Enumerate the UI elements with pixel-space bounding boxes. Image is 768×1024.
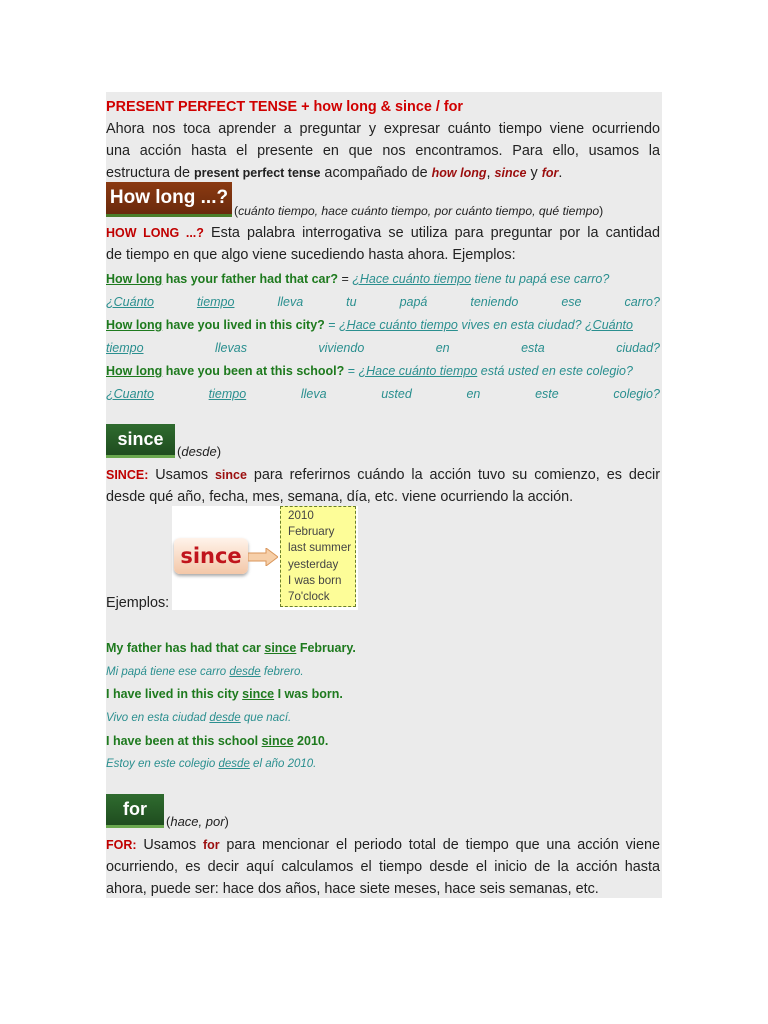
since-desc-text: para referirnos cuándo la acción tuvo su comienzo, es decir [246, 467, 661, 483]
how-long-keyword: How long [106, 272, 163, 286]
english-example: My father has had that car [106, 641, 265, 655]
spanish-translation: el año 2010. [249, 758, 317, 770]
for-desc-3: ahora, puede ser: hace dos años, hace siete meses, hace seis semanas, etc. [106, 881, 599, 897]
spanish-underlined: tiempo [196, 295, 235, 309]
spanish-translation: que nací. [240, 712, 292, 724]
spanish-underlined: tiempo [208, 387, 247, 401]
english-example: I have been at this school [106, 734, 262, 748]
since-time-item: February [288, 525, 335, 539]
document-page [106, 92, 662, 898]
spanish-word: lleva [277, 295, 304, 309]
how-long-gloss-text: cuánto tiempo, hace cuánto tiempo, por cuánto tiempo, qué tiempo [238, 204, 600, 218]
intro-text: y [526, 165, 542, 181]
spanish-underlined: ¿Hace cuánto tiempo [352, 272, 472, 286]
how-long-desc-2: de tiempo en que algo viene sucediendo hasta ahora. Ejemplos: [106, 247, 516, 263]
spanish-underlined: ¿Cuanto [106, 387, 154, 401]
spanish-underlined: ¿Cuánto [585, 318, 633, 332]
intro-line-2: una acción hasta el presente en que nos encontramos. Para ello, usamos la [106, 143, 660, 159]
how-long-example-1-cont [106, 291, 660, 313]
since-keyword: since [264, 641, 297, 655]
since-desc-1 [106, 464, 660, 486]
english-example: have you lived in this city? [162, 318, 325, 332]
spanish-word: viviendo [318, 341, 365, 355]
for-desc-2: ocurriendo, es decir aquí calculamos el tiempo desde el inicio de la acción hasta [106, 859, 660, 875]
spanish-word: tu [346, 295, 357, 309]
spanish-underlined: ¿Hace cuánto tiempo [358, 364, 478, 378]
how-long-desc-1 [106, 222, 660, 244]
intro-text: . [558, 165, 563, 181]
equals-sign: = [324, 318, 340, 332]
for-desc-text: para mencionar el periodo total de tiempo que una acción viene [219, 837, 660, 853]
how-long-example-2 [106, 314, 660, 336]
spanish-word: este [535, 387, 559, 401]
since-image-button: since [174, 538, 248, 574]
spanish-word: usted [381, 387, 412, 401]
how-long-gloss [234, 200, 660, 222]
since-example-2 [106, 683, 660, 705]
since-keyword: since [261, 734, 294, 748]
spanish-underlined: tiempo [106, 341, 144, 355]
spanish-word: ese [561, 295, 582, 309]
since-example-1-es [106, 661, 660, 683]
since-label: SINCE: [106, 468, 149, 482]
since-term: since [494, 166, 527, 180]
spanish-translation: tiene tu papá ese carro? [471, 272, 610, 286]
for-desc-1 [106, 834, 660, 856]
spanish-underlined: ¿Hace cuánto tiempo [339, 318, 458, 332]
spanish-word: papá [399, 295, 428, 309]
how-long-desc-text: Esta palabra interrogativa se utiliza para preguntar por la cantidad [203, 225, 660, 241]
since-gloss [177, 441, 377, 463]
examples-label: Ejemplos: [106, 595, 170, 611]
for-gloss [166, 811, 366, 833]
desde-keyword: desde [209, 712, 241, 724]
spanish-translation: Estoy en este colegio [106, 758, 219, 770]
how-long-keyword: How long [106, 364, 163, 378]
for-term: for [541, 166, 559, 180]
desde-keyword: desde [229, 666, 261, 678]
since-time-item: last summer [288, 541, 352, 555]
for-banner: for [106, 794, 164, 828]
how-long-keyword: How long [106, 318, 163, 332]
since-example-2-es [106, 707, 660, 729]
for-desc-text: Usamos [136, 837, 203, 853]
since-example-1 [106, 637, 660, 659]
spanish-word: en [435, 341, 450, 355]
intro-line-1: Ahora nos toca aprender a preguntar y expresar cuánto tiempo viene ocurriendo [106, 121, 660, 137]
since-time-item: 2010 [288, 509, 314, 522]
since-time-item: yesterday [288, 557, 339, 571]
spanish-word: en [466, 387, 481, 401]
since-example-3-es [106, 753, 660, 775]
spanish-translation: está usted en este colegio? [477, 364, 633, 378]
how-long-example-3-cont [106, 383, 660, 405]
since-desc-2: desde qué año, fecha, mes, semana, día, etc. viene ocurriendo la acción. [106, 489, 574, 505]
gloss-paren: ) [599, 204, 604, 218]
gloss-paren: ( [234, 204, 239, 218]
how-long-label: HOW LONG ...? [106, 226, 204, 240]
for-gloss-text: hace, por [170, 814, 225, 829]
equals-sign: = [337, 272, 353, 286]
for-term: for [202, 838, 220, 852]
arrow-right-icon [248, 548, 278, 566]
spanish-word: lleva [300, 387, 327, 401]
since-time-item: I was born [288, 573, 342, 587]
gloss-paren: ) [224, 814, 229, 829]
gloss-paren: ( [177, 444, 182, 459]
since-banner: since [106, 424, 175, 458]
intro-line-3 [106, 162, 660, 184]
desde-keyword: desde [218, 758, 250, 770]
spanish-word: llevas [214, 341, 247, 355]
spanish-word: teniendo [470, 295, 519, 309]
how-long-example-3 [106, 360, 660, 382]
spanish-word: esta [521, 341, 545, 355]
english-example: February. [296, 641, 356, 655]
how-long-example-2-cont [106, 337, 660, 359]
for-label: FOR: [106, 838, 137, 852]
since-example-3 [106, 730, 660, 752]
english-example: has your father had that car? [162, 272, 338, 286]
spanish-translation: Vivo en esta ciudad [106, 712, 210, 724]
gloss-paren: ( [166, 814, 171, 829]
since-desc-text: Usamos [148, 467, 215, 483]
since-keyword: since [242, 687, 275, 701]
spanish-translation: febrero. [260, 666, 304, 678]
since-time-item: 7o'clock [288, 590, 330, 604]
english-example: 2010. [293, 734, 329, 748]
intro-text: acompañado de [320, 165, 432, 181]
intro-text: , [486, 165, 495, 181]
gloss-paren: ) [216, 444, 222, 459]
english-example: have you been at this school? [162, 364, 345, 378]
present-perfect-term: present perfect tense [194, 166, 321, 180]
spanish-underlined: ¿Cuánto [106, 295, 154, 309]
spanish-translation: vives en esta ciudad? [457, 318, 586, 332]
spanish-word: ciudad? [616, 341, 660, 355]
spanish-word: colegio? [613, 387, 660, 401]
spanish-translation: Mi papá tiene ese carro [106, 666, 230, 678]
english-example: I have lived in this city [106, 687, 243, 701]
since-term: since [214, 468, 247, 482]
spanish-word: carro? [624, 295, 660, 309]
how-long-term: how long [431, 166, 487, 180]
how-long-example-1 [106, 268, 660, 290]
page-title: PRESENT PERFECT TENSE + how long & since / for [106, 99, 464, 115]
intro-text: estructura de [106, 165, 194, 181]
since-gloss-text: desde [181, 444, 217, 459]
equals-sign: = [344, 364, 359, 378]
how-long-banner: How long ...? [106, 182, 232, 217]
english-example: I was born. [274, 687, 343, 701]
